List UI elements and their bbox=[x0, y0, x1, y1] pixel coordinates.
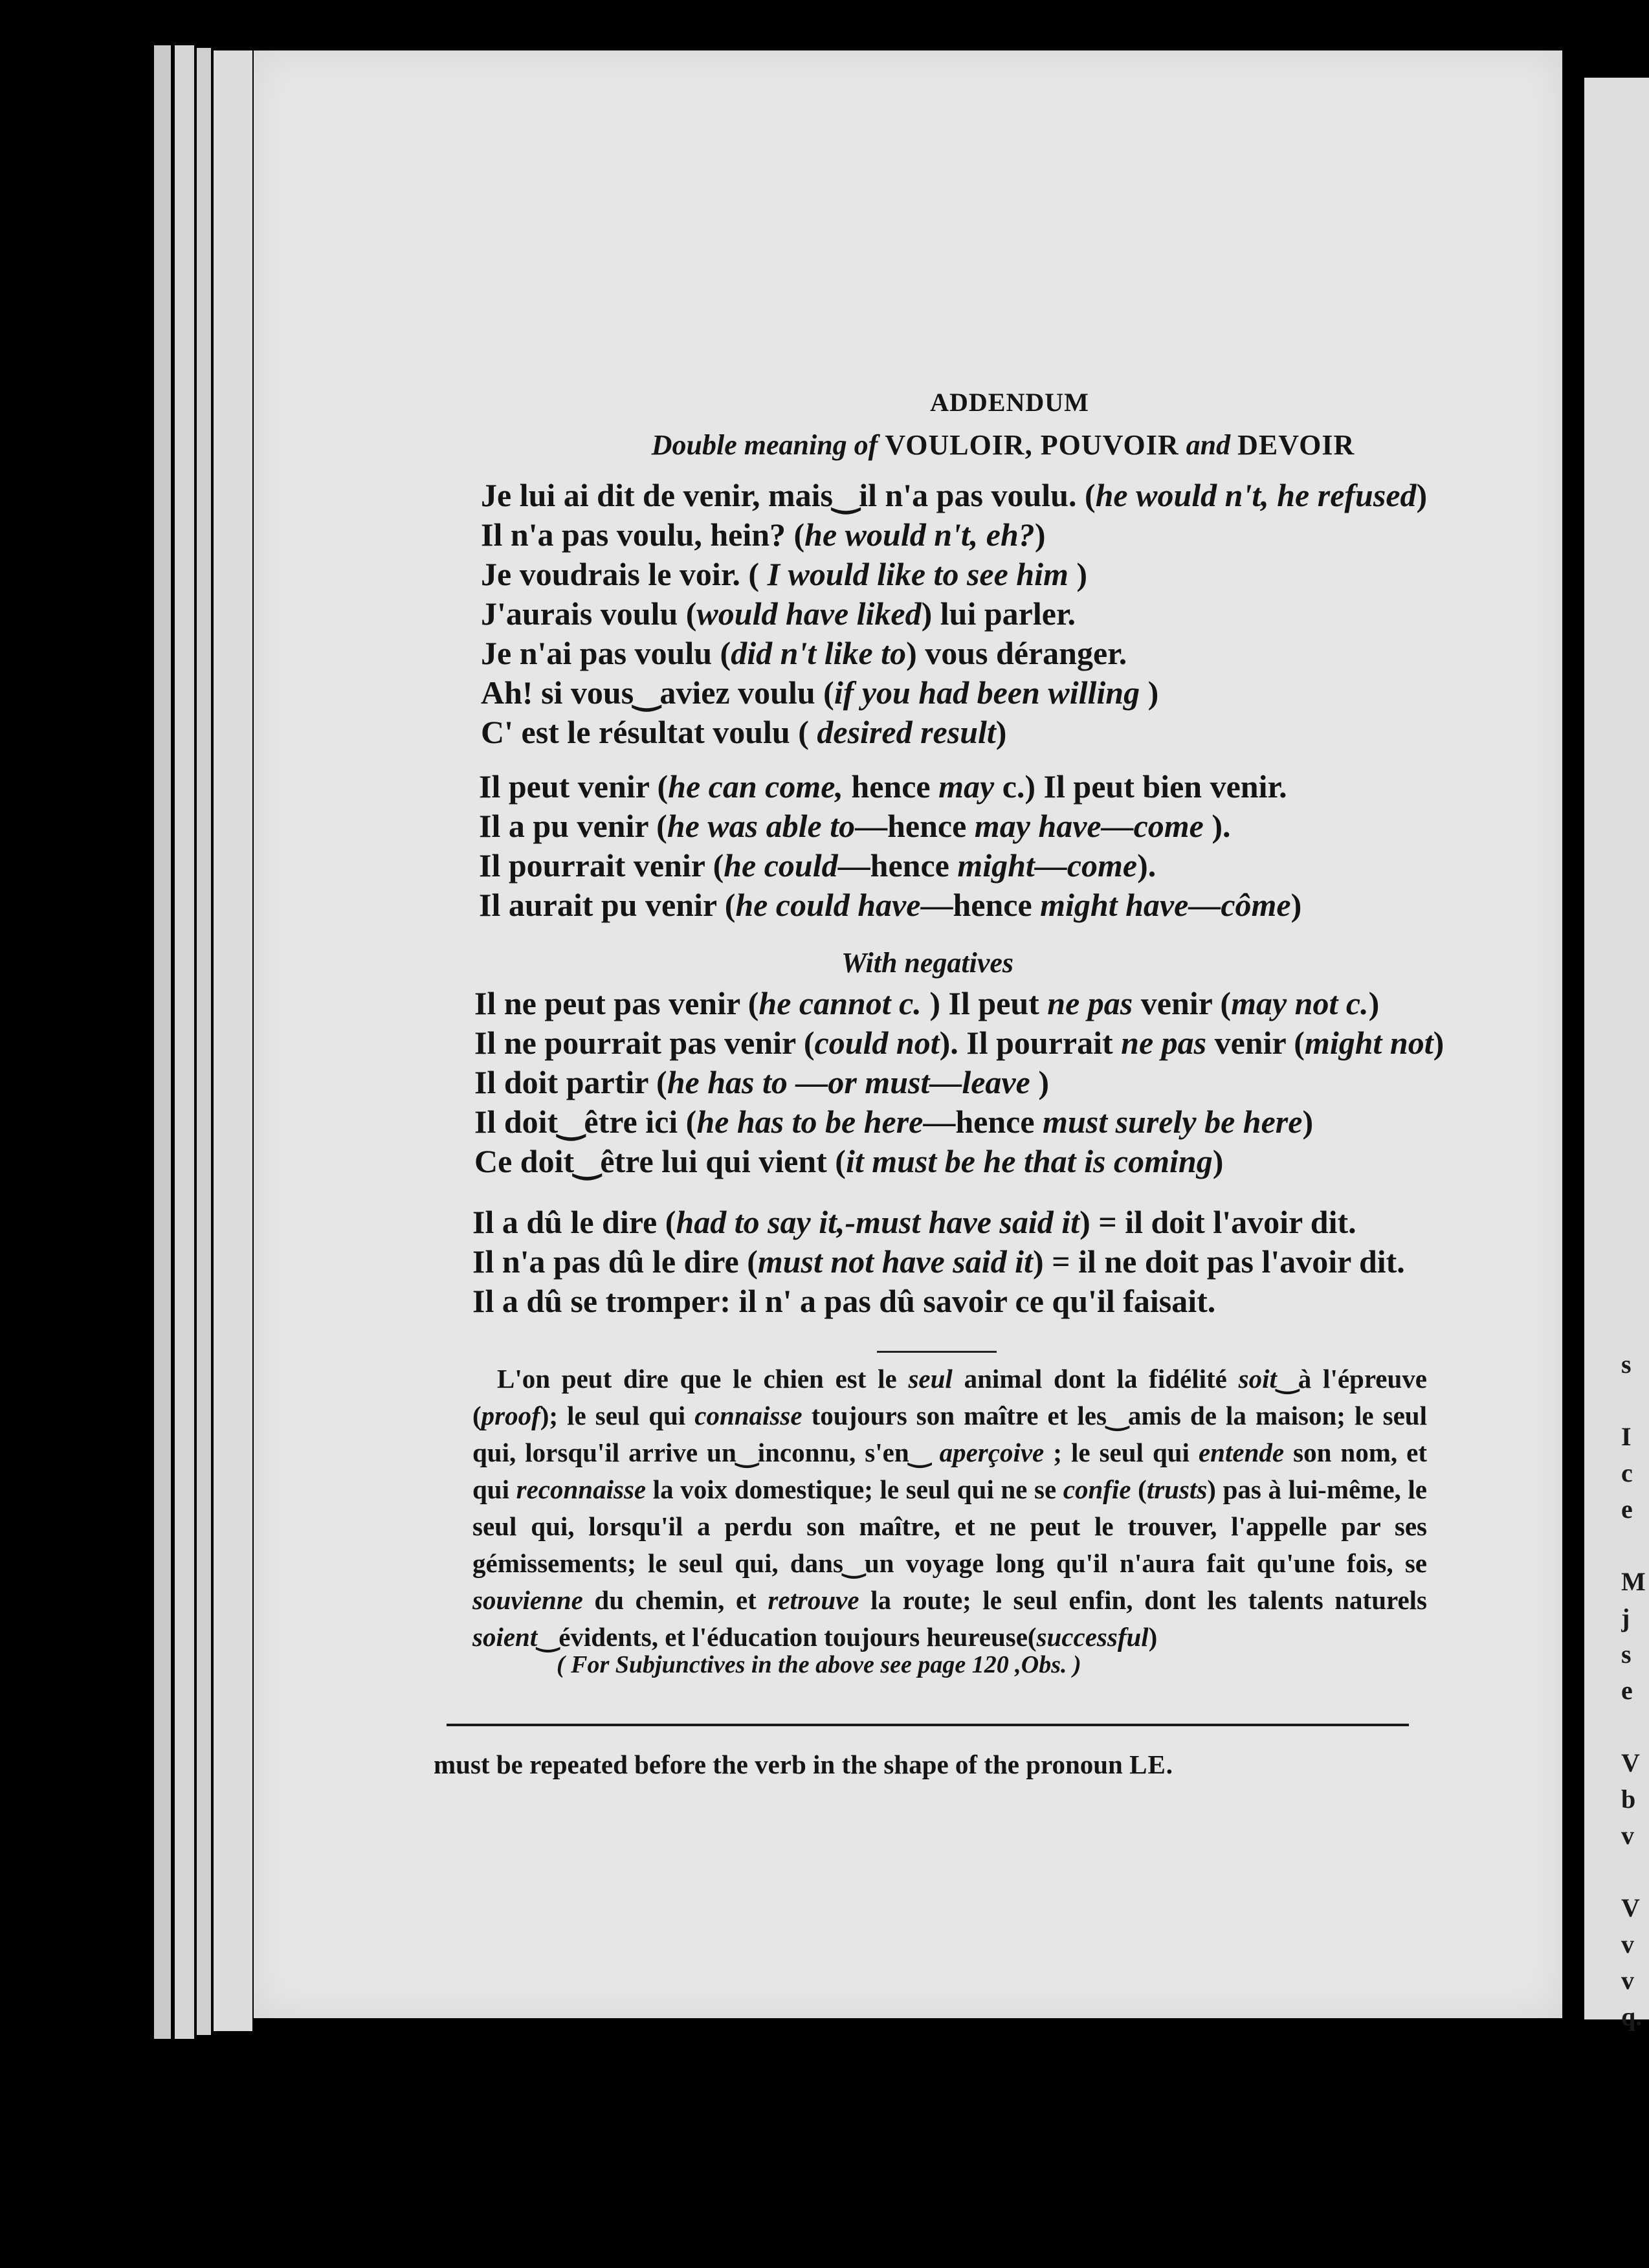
french-text: Il a dû le dire ( bbox=[472, 1204, 676, 1240]
english-gloss: proof bbox=[481, 1401, 540, 1430]
example-line bbox=[481, 476, 1427, 515]
english-gloss: he has to —or must—leave bbox=[667, 1064, 1030, 1100]
example-line bbox=[472, 1242, 1405, 1281]
french-text: ) = il doit l'avoir dit. bbox=[1079, 1204, 1356, 1240]
french-text: Il peut venir ( bbox=[479, 768, 669, 805]
english-gloss: I would like to see him bbox=[767, 556, 1068, 592]
english-gloss: could not bbox=[814, 1025, 940, 1061]
subheading-sep: and bbox=[1179, 429, 1238, 461]
example-line bbox=[481, 673, 1158, 712]
french-text: ) = il ne doit pas l'avoir dit. bbox=[1032, 1243, 1405, 1280]
example-line bbox=[481, 634, 1127, 673]
example-line bbox=[479, 806, 1231, 845]
french-text: ) bbox=[1290, 887, 1302, 923]
example-line bbox=[479, 846, 1156, 885]
english-gloss: he cannot c. bbox=[758, 985, 922, 1021]
french-text: Il ne pourrait pas venir ( bbox=[474, 1025, 815, 1061]
example-line bbox=[479, 767, 1287, 806]
adjacent-page-fragments: s I c e M j s e V b v V v v q. bbox=[1621, 1350, 1646, 2031]
para-text: ‿à l'épreuve ( bbox=[472, 1364, 1427, 1430]
example-line bbox=[472, 1203, 1356, 1241]
english-gloss: would have liked bbox=[696, 595, 922, 632]
subjunctive-word: seul bbox=[908, 1364, 953, 1394]
para-text: son nom, et qui bbox=[472, 1438, 1427, 1504]
english-gloss: he can come, bbox=[668, 768, 843, 805]
french-text: ) bbox=[1302, 1104, 1314, 1140]
french-text: ) bbox=[1068, 556, 1088, 592]
french-text: Il doit‿être ici ( bbox=[474, 1104, 697, 1140]
french-text: Ah! si vous‿aviez voulu ( bbox=[481, 674, 834, 711]
french-text: ). bbox=[1137, 847, 1157, 884]
subjunctive-word: retrouve bbox=[768, 1585, 859, 1615]
french-text: Il doit partir ( bbox=[474, 1064, 667, 1100]
french-text: ). bbox=[1203, 808, 1231, 844]
with-negatives-heading: With negatives bbox=[841, 947, 1014, 979]
example-line bbox=[481, 515, 1045, 554]
english-gloss: may have—come bbox=[974, 808, 1204, 844]
footer-line bbox=[434, 1749, 1275, 1780]
french-text: ) bbox=[1140, 674, 1159, 711]
example-line bbox=[481, 594, 1076, 633]
english-gloss: if you had been willing bbox=[834, 674, 1140, 711]
footer-rule bbox=[447, 1724, 1409, 1726]
example-line bbox=[472, 1282, 1215, 1320]
subheading-word: POUVOIR bbox=[1040, 429, 1179, 461]
example-line bbox=[474, 1023, 1444, 1062]
subheading-word: DEVOIR bbox=[1237, 429, 1355, 461]
english-gloss: he would n't, he refused bbox=[1095, 477, 1417, 513]
reading-paragraph bbox=[472, 1361, 1427, 1656]
para-text: ) bbox=[1148, 1622, 1158, 1652]
french-text: Ce doit‿être lui qui vient ( bbox=[474, 1143, 846, 1179]
french-text: C' est le résultat voulu ( bbox=[481, 714, 817, 750]
french-text: Il ne peut pas venir ( bbox=[474, 985, 759, 1021]
french-text: ) bbox=[1416, 477, 1428, 513]
example-line bbox=[474, 1102, 1313, 1141]
french-text: Je voudrais le voir. ( bbox=[481, 556, 768, 592]
example-line bbox=[479, 885, 1301, 924]
section-divider bbox=[877, 1351, 997, 1353]
french-text: ) bbox=[1212, 1143, 1224, 1179]
english-gloss: desired result bbox=[817, 714, 996, 750]
english-gloss: it must be he that is coming bbox=[845, 1143, 1213, 1179]
example-line bbox=[474, 984, 1379, 1023]
french-text: ). Il pourrait bbox=[939, 1025, 1122, 1061]
english-gloss: trusts bbox=[1146, 1474, 1208, 1504]
english-gloss: may bbox=[938, 768, 995, 805]
english-gloss: successful bbox=[1036, 1622, 1149, 1652]
subjunctive-word: entende bbox=[1198, 1438, 1285, 1467]
footer-pronoun: LE. bbox=[1129, 1750, 1174, 1779]
section-subheading bbox=[582, 428, 1424, 461]
english-gloss: might have—côme bbox=[1040, 887, 1291, 923]
french-text: ) vous déranger. bbox=[906, 635, 1127, 671]
french-text: venir ( bbox=[1133, 985, 1232, 1021]
para-text: ) pas à lui-même, le seul qui, lorsqu'il a perdu son maître, et ne peut le trouver, l'appelle par ses gémissements; le seul qui, dans‿un voyage long qu'il n'aura fait qu'une fois, se bbox=[472, 1474, 1428, 1578]
book-edge-layer bbox=[154, 45, 171, 2039]
para-text: ; le seul qui bbox=[1044, 1438, 1199, 1467]
english-gloss: he could have bbox=[735, 887, 921, 923]
english-gloss: he has to be here bbox=[696, 1104, 924, 1140]
subjunctive-word: connaisse bbox=[694, 1401, 802, 1430]
french-text: Il aurait pu venir ( bbox=[479, 887, 736, 923]
para-text: du chemin, et bbox=[582, 1585, 768, 1615]
french-text: ) bbox=[1433, 1025, 1444, 1061]
english-gloss: did n't like to bbox=[731, 635, 907, 671]
subjunctive-word: aperçoive bbox=[939, 1438, 1045, 1467]
page-heading: ADDENDUM bbox=[930, 388, 1089, 417]
subjunctive-word: soient bbox=[472, 1622, 538, 1652]
french-text: Il pourrait venir ( bbox=[479, 847, 724, 884]
subjunctive-word: reconnaisse bbox=[516, 1474, 647, 1504]
subjunctive-word: soit bbox=[1238, 1364, 1277, 1394]
french-text: Il a dû se tromper: il n' a pas dû savoir ce qu'il faisait. bbox=[472, 1283, 1216, 1319]
para-text: ( bbox=[1131, 1474, 1147, 1504]
french-text: ) bbox=[1034, 517, 1046, 553]
subjunctive-word: confie bbox=[1063, 1474, 1131, 1504]
english-gloss: might—come bbox=[957, 847, 1138, 884]
para-text: ‿évidents, et l'éducation toujours heureuse( bbox=[537, 1622, 1037, 1652]
french-text: J'aurais voulu ( bbox=[481, 595, 697, 632]
english-gloss: ne pas bbox=[1047, 985, 1133, 1021]
english-gloss: may not c. bbox=[1231, 985, 1369, 1021]
french-text: venir ( bbox=[1206, 1025, 1305, 1061]
para-text: L'on peut dire que le chien est le bbox=[497, 1364, 909, 1394]
example-line bbox=[481, 713, 1006, 751]
french-text: —hence bbox=[855, 808, 975, 844]
french-text: ) bbox=[1368, 985, 1380, 1021]
book-edge-layer bbox=[197, 48, 211, 2035]
english-gloss: he could bbox=[724, 847, 838, 884]
para-text: animal dont la fidélité bbox=[952, 1364, 1239, 1394]
french-text: ) lui parler. bbox=[921, 595, 1076, 632]
english-gloss: he would n't, eh? bbox=[804, 517, 1035, 553]
para-text: toujours son maître et les‿amis de la maison; le seul qui, lorsqu'il arrive un‿inconnu, s'en‿ bbox=[472, 1401, 1427, 1467]
english-gloss: he was able to bbox=[667, 808, 856, 844]
example-line bbox=[474, 1063, 1049, 1102]
book-edge-layer bbox=[214, 50, 252, 2031]
subheading-prefix: Double meaning of bbox=[651, 429, 885, 461]
french-text: Je lui ai dit de venir, mais‿il n'a pas voulu. ( bbox=[481, 477, 1096, 513]
english-gloss: might not bbox=[1304, 1025, 1433, 1061]
french-text: —hence bbox=[920, 887, 1041, 923]
example-line bbox=[481, 555, 1087, 594]
para-text: ); le seul qui bbox=[540, 1401, 695, 1430]
subjunctive-word: souvienne bbox=[472, 1585, 583, 1615]
example-line bbox=[474, 1142, 1223, 1181]
french-text: ) bbox=[995, 714, 1007, 750]
subheading-word: VOULOIR bbox=[885, 429, 1025, 461]
french-text: ) bbox=[1030, 1064, 1049, 1100]
english-gloss: had to say it,-must have said it bbox=[676, 1204, 1080, 1240]
french-text: —hence bbox=[837, 847, 958, 884]
french-text: ) Il peut bbox=[921, 985, 1048, 1021]
subheading-sep: , bbox=[1024, 429, 1041, 461]
french-text: Il n'a pas voulu, hein? ( bbox=[481, 517, 805, 553]
french-text: Il n'a pas dû le dire ( bbox=[472, 1243, 758, 1280]
french-text: Je n'ai pas voulu ( bbox=[481, 635, 731, 671]
para-text: la route; le seul enfin, dont les talents naturels bbox=[859, 1585, 1428, 1615]
book-edge-layer bbox=[175, 45, 194, 2039]
para-text: la voix domestique; le seul qui ne se bbox=[646, 1474, 1063, 1504]
english-gloss: must surely be here bbox=[1043, 1104, 1303, 1140]
french-text: Il a pu venir ( bbox=[479, 808, 667, 844]
french-text: —hence bbox=[923, 1104, 1043, 1140]
english-gloss: ne pas bbox=[1121, 1025, 1207, 1061]
footer-text: must be repeated before the verb in the shape of the pronoun bbox=[434, 1750, 1130, 1779]
french-text: hence bbox=[843, 768, 939, 805]
french-text: c.) Il peut bien venir. bbox=[994, 768, 1287, 805]
english-gloss: must not have said it bbox=[757, 1243, 1033, 1280]
subjunctive-note: ( For Subjunctives in the above see page 120 ,Obs. ) bbox=[557, 1651, 1081, 1678]
